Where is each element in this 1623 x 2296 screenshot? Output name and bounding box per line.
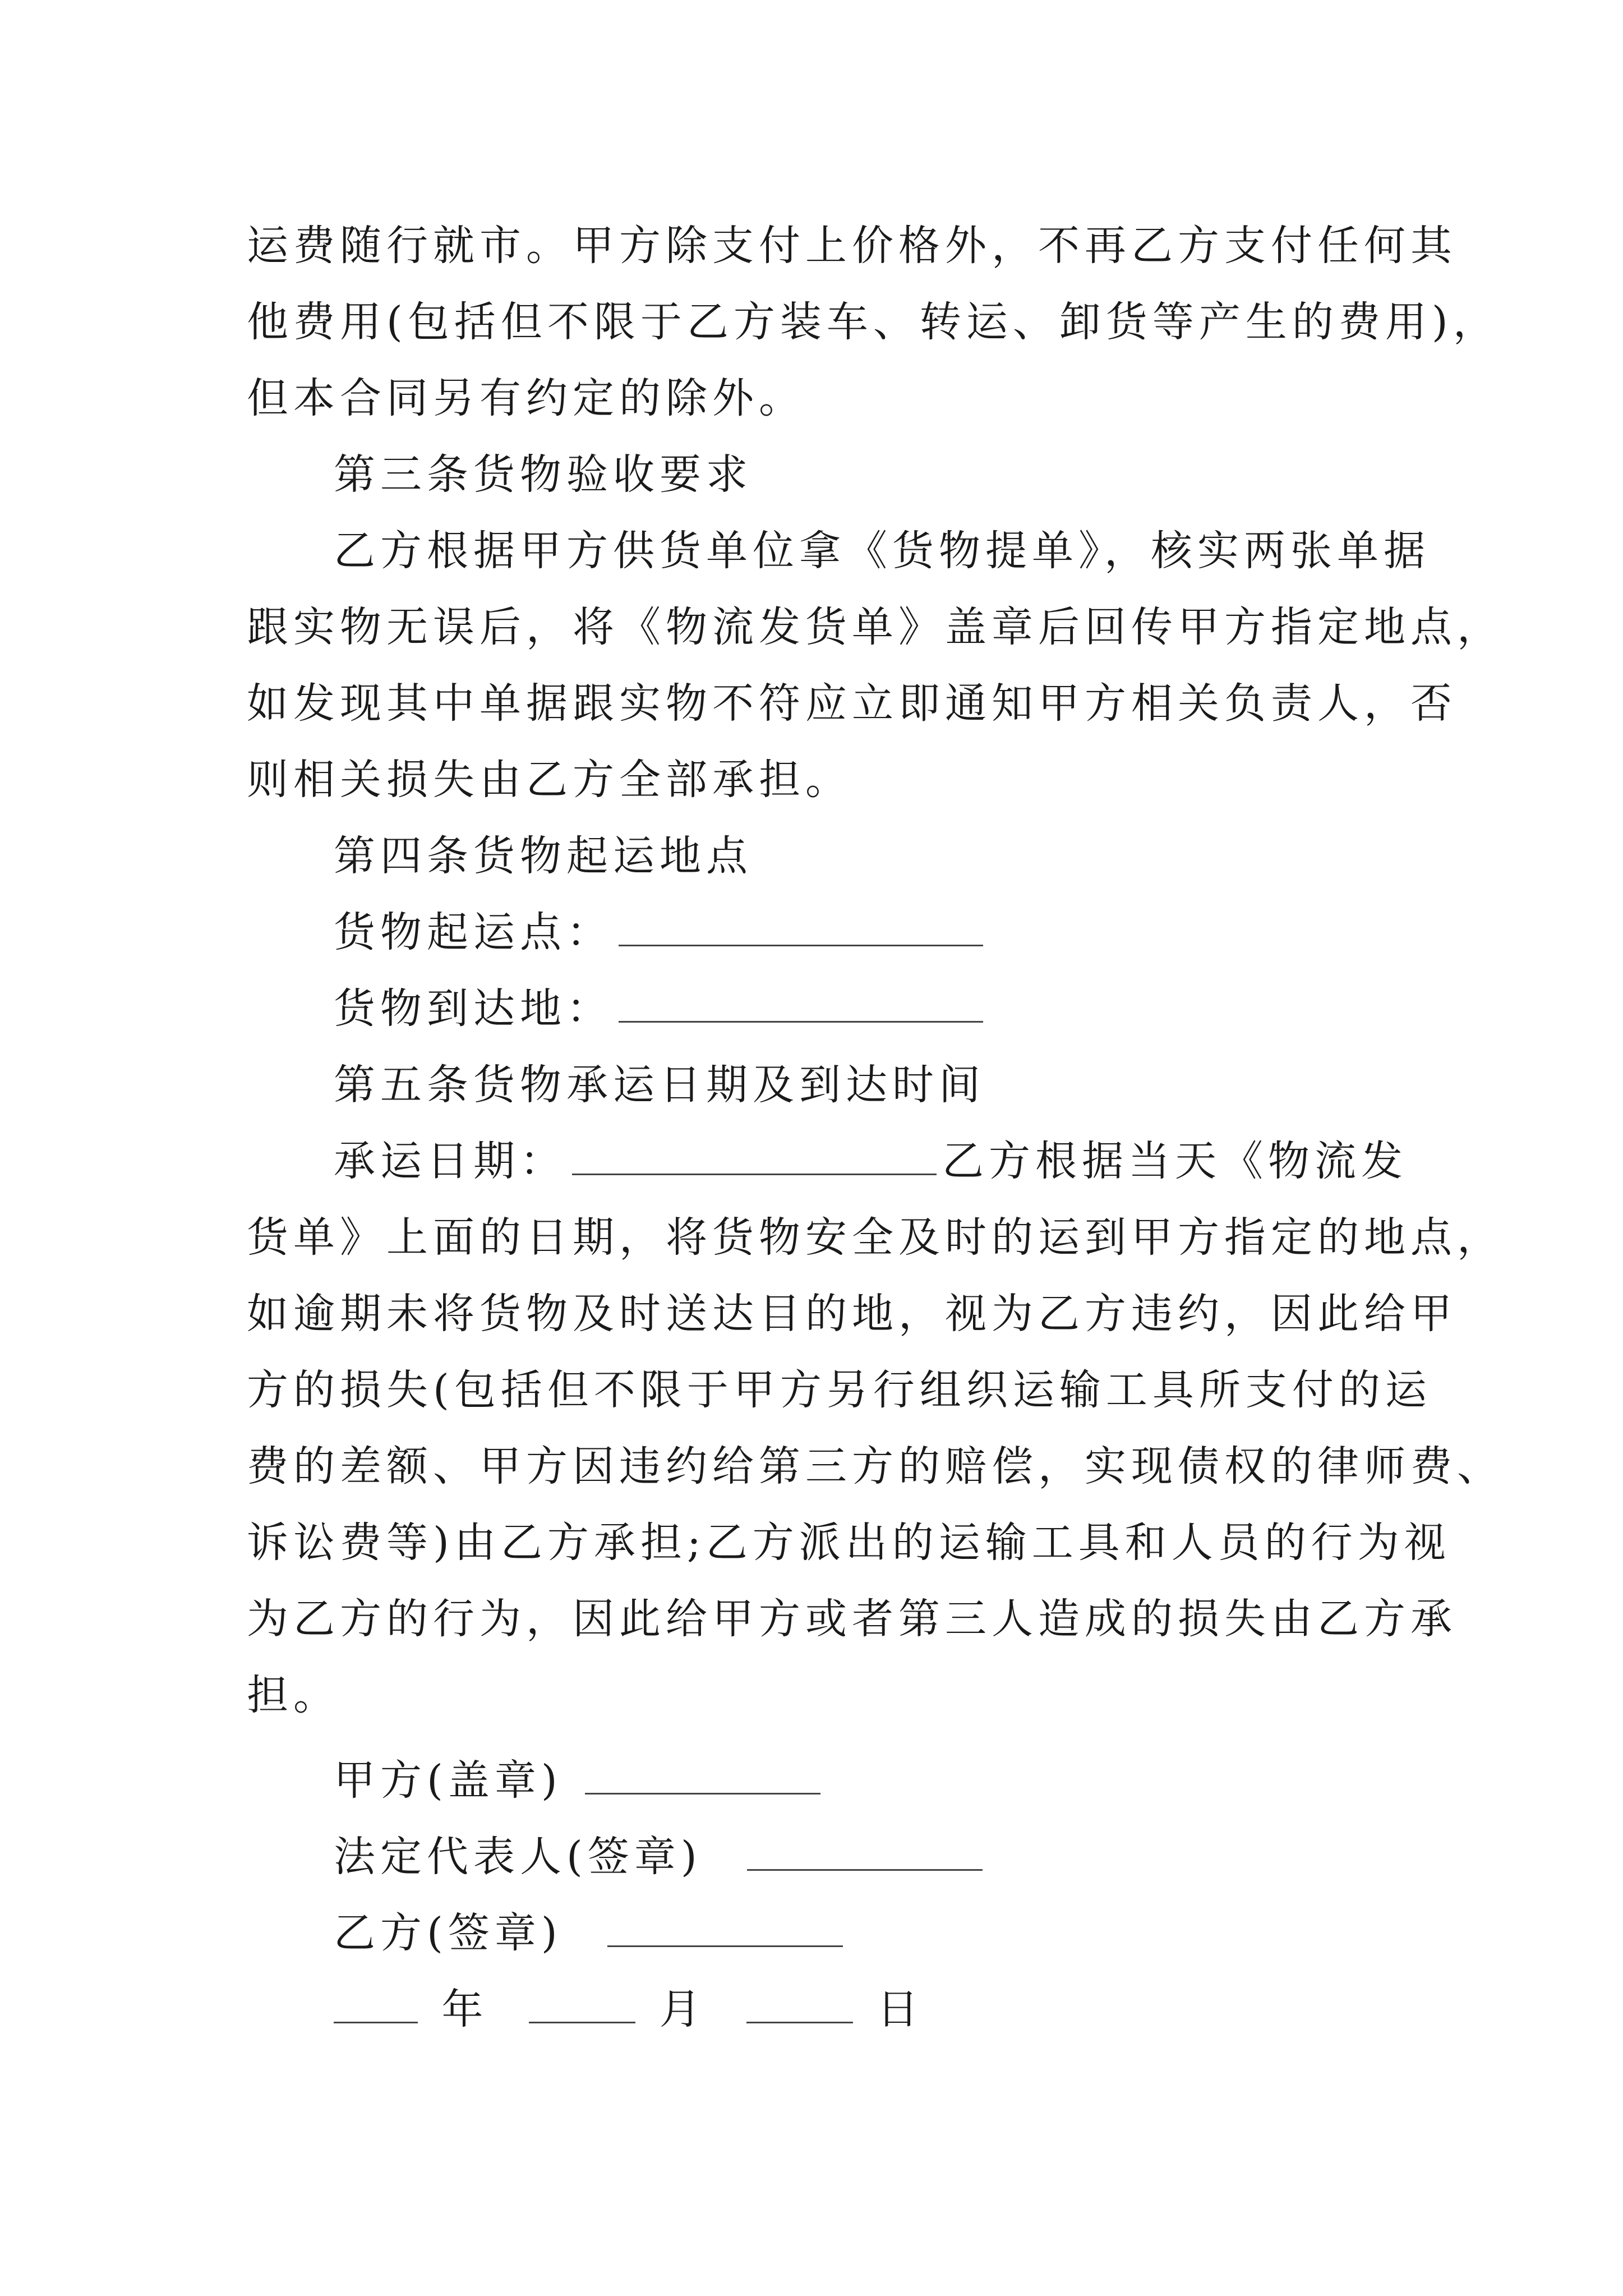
article-3-title: 第三条货物验收要求 xyxy=(334,450,753,499)
date-row xyxy=(247,1123,1430,1199)
origin-blank xyxy=(619,922,983,946)
destination-blank xyxy=(619,999,983,1023)
month-label: 月 xyxy=(659,1985,706,2033)
destination-label: 货物到达地： xyxy=(334,984,613,1033)
text-line: 则相关损失由乙方全部承担。 xyxy=(247,756,852,804)
date-sign-row xyxy=(247,1971,1430,2047)
destination-row xyxy=(247,970,1430,1047)
spacer xyxy=(247,1733,1430,1742)
date-label: 承运日期： xyxy=(334,1137,566,1185)
text-line: 但本合同另有约定的除外。 xyxy=(247,374,805,422)
article-5-title: 第五条货物承运日期及到达时间 xyxy=(334,1061,985,1109)
text-line: 如发现其中单据跟实物不符应立即通知甲方相关负责人，否 xyxy=(247,679,1457,728)
party-b-label: 乙方(签章) xyxy=(334,1909,562,1957)
date-tail: 乙方根据当天《物流发 xyxy=(942,1137,1408,1185)
year-label: 年 xyxy=(441,1985,488,2033)
text-line: 方的损失(包括但不限于甲方另行组织运输工具所支付的运 xyxy=(247,1366,1432,1414)
day-label: 日 xyxy=(877,1985,924,2033)
origin-row xyxy=(247,894,1430,970)
party-a-blank xyxy=(585,1770,820,1795)
article-4-title: 第四条货物起运地点 xyxy=(334,832,753,880)
party-a-label: 甲方(盖章) xyxy=(334,1756,562,1805)
party-a-row xyxy=(247,1742,1430,1819)
legal-rep-label: 法定代表人(签章) xyxy=(334,1833,702,1881)
text-line: 担。 xyxy=(247,1671,340,1719)
text-line: 他费用(包括但不限于乙方装车、转运、卸货等产生的费用)， xyxy=(247,298,1500,346)
day-blank xyxy=(746,1999,853,2023)
origin-label: 货物起运点： xyxy=(334,908,613,956)
year-blank xyxy=(334,1999,418,2023)
text-line: 费的差额、甲方因违约给第三方的赔偿，实现债权的律师费、 xyxy=(247,1442,1504,1490)
month-blank xyxy=(529,1999,635,2023)
text-line: 跟实物无误后，将《物流发货单》盖章后回传甲方指定地点， xyxy=(247,603,1504,651)
party-b-blank xyxy=(607,1923,843,1947)
text-line: 运费随行就市。甲方除支付上价格外，不再乙方支付任何其 xyxy=(247,222,1457,270)
text-line: 为乙方的行为，因此给甲方或者第三人造成的损失由乙方承 xyxy=(247,1595,1457,1643)
party-b-row xyxy=(247,1895,1430,1971)
text-line: 乙方根据甲方供货单位拿《货物提单》，核实两张单据 xyxy=(334,527,1430,575)
document-body xyxy=(247,208,1504,2047)
legal-rep-row xyxy=(247,1819,1430,1895)
text-line: 如逾期未将货物及时送达目的地，视为乙方违约，因此给甲 xyxy=(247,1290,1457,1338)
text-line: 诉讼费等)由乙方承担;乙方派出的运输工具和人员的行为视 xyxy=(247,1519,1451,1567)
legal-rep-blank xyxy=(747,1847,983,1871)
text-line: 货单》上面的日期，将货物安全及时的运到甲方指定的地点， xyxy=(247,1213,1504,1262)
date-blank xyxy=(572,1151,937,1175)
